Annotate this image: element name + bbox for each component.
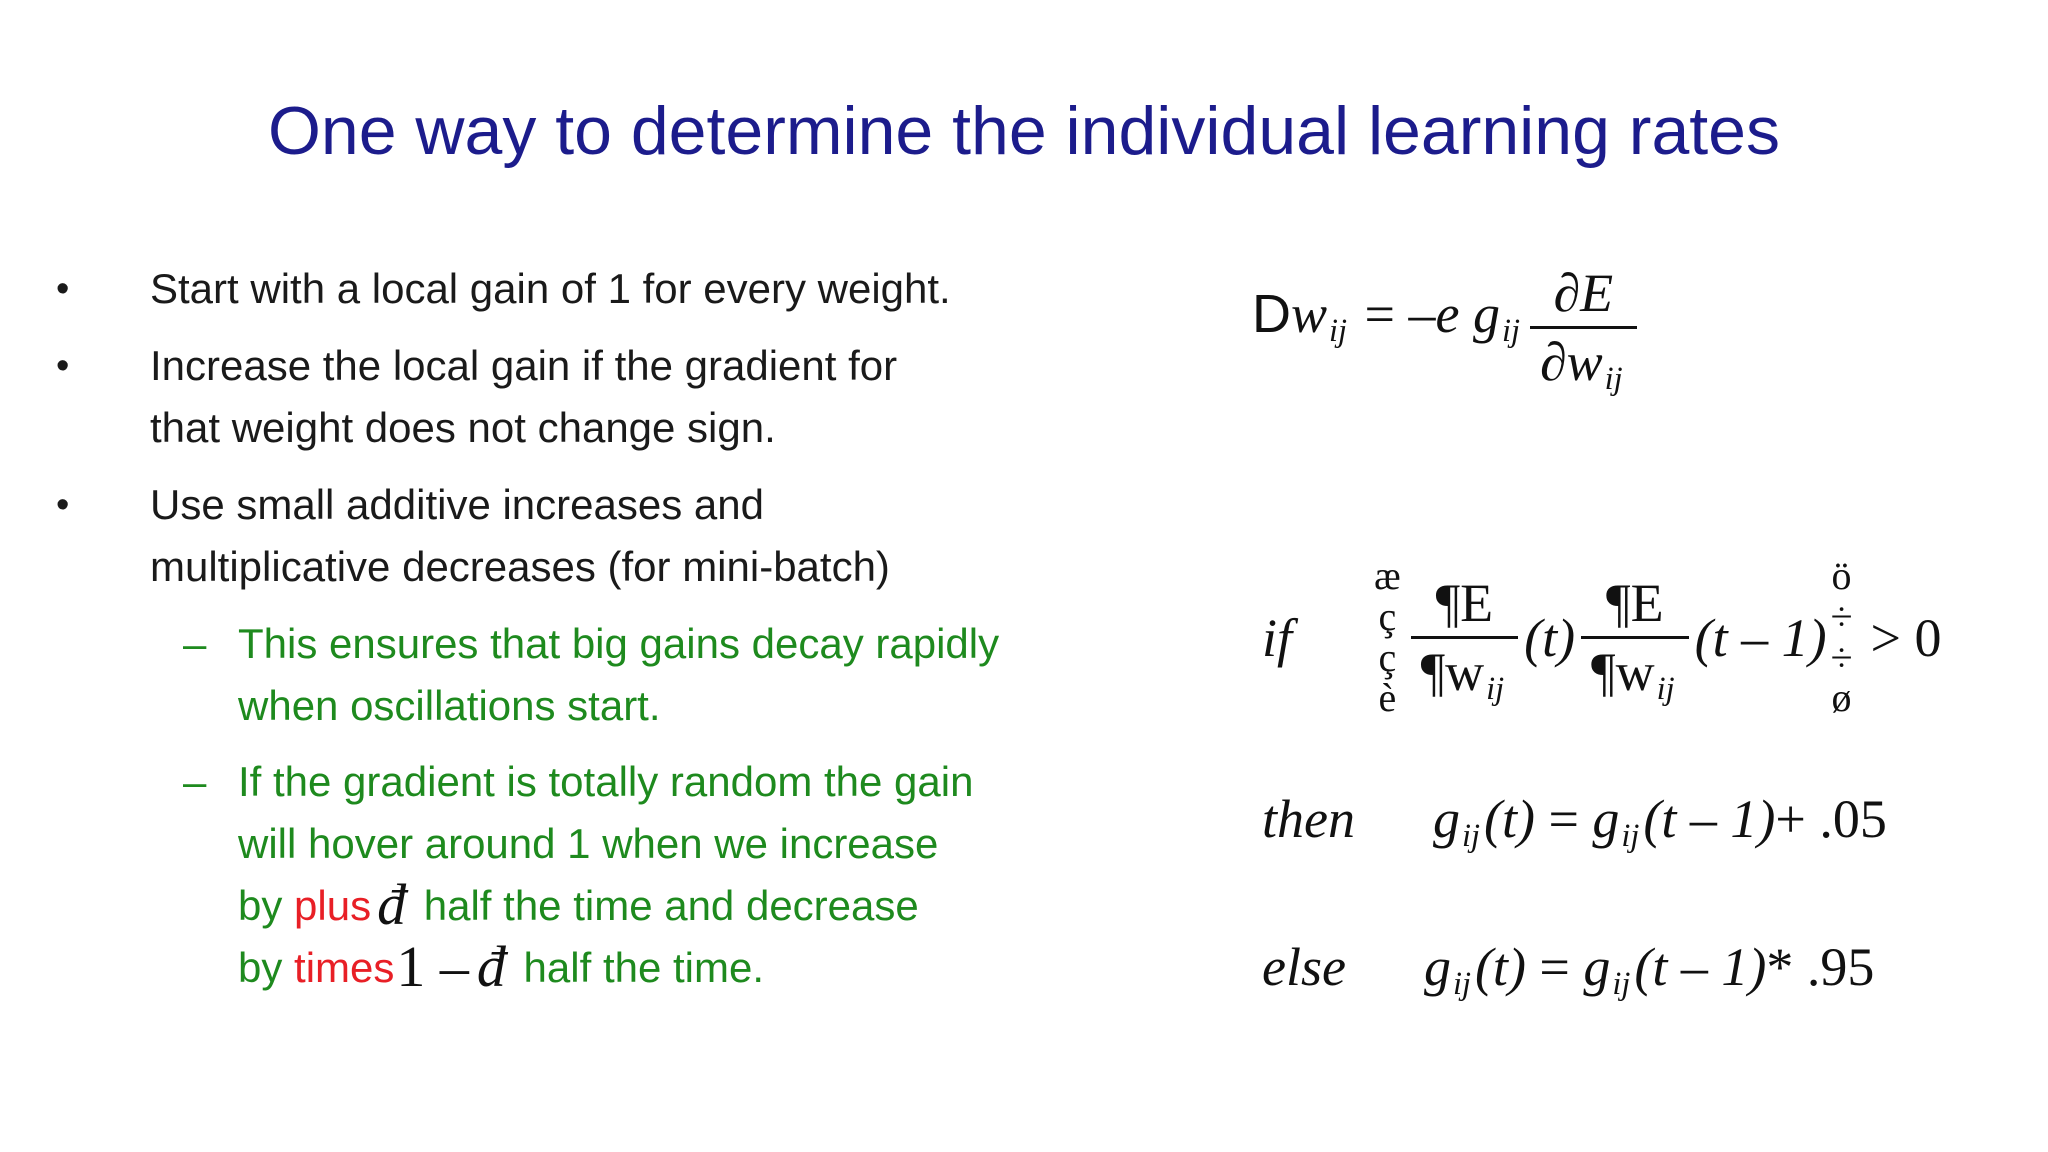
subscript-ij: ij (1612, 966, 1631, 1003)
bullet-text (150, 258, 951, 320)
epsilon-symbol: e (1435, 283, 1460, 344)
delta-symbol: đ (377, 872, 407, 937)
bullet-text (150, 335, 897, 459)
bullet-marker: • (56, 484, 70, 526)
green-line: This ensures that big gains decay rapidly (238, 620, 1000, 667)
then-expression (1432, 788, 1887, 855)
bracket-glyph: è (1378, 675, 1397, 721)
red-word-times: times (294, 944, 395, 991)
equals-sign: = (1539, 937, 1570, 997)
fraction-numerator: ¶E (1606, 573, 1664, 634)
subscript-ij: ij (1621, 818, 1640, 855)
if-keyword: if (1262, 607, 1293, 668)
gradient-fraction (1530, 262, 1637, 398)
sub-bullet-text (238, 613, 999, 737)
formula-if-condition (1262, 553, 1942, 721)
one-minus-text: 1 – (396, 934, 469, 999)
green-text: half the time. (511, 944, 765, 991)
gain-symbol: g (1432, 789, 1460, 849)
bullet-line: that weight does not change sign. (150, 404, 776, 451)
sub-bullet-text (238, 751, 973, 999)
denominator-symbol: ¶w (1420, 642, 1485, 703)
bullet-line: Start with a local gain of 1 for every weight. (150, 265, 951, 312)
formula-update-rule (1252, 262, 1643, 398)
fraction-denominator (1530, 329, 1637, 398)
green-line: If the gradient is totally random the gain (238, 758, 974, 805)
green-line: will hover around 1 when we increase (238, 820, 939, 867)
subscript-ij: ij (1452, 966, 1471, 1003)
bullet-marker: • (56, 345, 70, 387)
denominator-symbol: ∂w (1539, 332, 1603, 392)
bracket-glyph: ö (1831, 553, 1852, 598)
bracket-glyph: ç (1378, 593, 1397, 639)
sub-bullet-item-1 (56, 613, 1016, 737)
then-keyword: then (1262, 789, 1355, 849)
fraction-numerator: ¶E (1435, 573, 1494, 634)
delta-D-symbol: D (1252, 283, 1291, 344)
right-bracket-column (1830, 553, 1853, 721)
green-line: when oscillations start. (238, 682, 661, 729)
sub-bullet-item-2 (56, 751, 1016, 999)
gain-symbol: g (1592, 789, 1620, 849)
time-arg: (t) (1483, 789, 1535, 849)
denominator-symbol: ¶w (1591, 642, 1655, 703)
delta-symbol: đ (476, 934, 506, 999)
left-bracket-column (1374, 553, 1401, 721)
bracket-glyph: ç (1378, 634, 1397, 680)
red-word-plus: plus (294, 882, 372, 929)
operation-multiply: * .95 (1766, 937, 1875, 997)
subscript-ij: ij (1656, 671, 1675, 708)
subscript-ij: ij (1329, 312, 1348, 349)
formula-then-rule (1262, 788, 1887, 855)
equals-sign: = (1364, 283, 1395, 344)
time-arg: (t) (1474, 937, 1526, 997)
bullet-item-2 (56, 335, 1016, 459)
time-arg: (t – 1) (1634, 937, 1767, 997)
update-lhs (1252, 283, 1524, 349)
dash-marker: – (183, 758, 207, 805)
subscript-ij: ij (1461, 818, 1480, 855)
minus-sign: – (1408, 283, 1436, 344)
slide-title: One way to determine the individual learning rates (268, 93, 1780, 169)
green-text: by (238, 944, 295, 991)
bullet-line: Use small additive increases and (150, 481, 764, 528)
operation-add: + .05 (1775, 789, 1887, 849)
time-arg-t: (t) (1524, 607, 1576, 668)
green-line-mixed (238, 934, 973, 999)
else-keyword: else (1262, 937, 1346, 997)
fraction-numerator: ∂E (1553, 263, 1614, 323)
subscript-ij: ij (1604, 361, 1623, 398)
bracket-glyph: ÷ (1830, 593, 1853, 639)
time-arg: (t – 1) (1643, 789, 1776, 849)
bullet-line: Increase the local gain if the gradient for (150, 342, 898, 389)
fraction-denominator (1411, 639, 1518, 708)
else-expression (1423, 936, 1875, 1003)
bullet-item-1 (56, 258, 1016, 320)
gain-symbol: g (1423, 937, 1451, 997)
gain-symbol: g (1583, 937, 1611, 997)
gradient-fraction-t (1411, 572, 1518, 708)
green-text: by (238, 882, 295, 929)
bullet-marker: • (56, 268, 70, 310)
bullet-text (150, 474, 890, 598)
bracket-glyph: ÷ (1830, 634, 1853, 680)
formula-else-rule (1262, 936, 1875, 1003)
bracket-glyph: ø (1831, 675, 1852, 721)
gain-symbol: g (1472, 283, 1500, 344)
bullet-item-3 (56, 474, 1016, 598)
bullet-line: multiplicative decreases (for mini-batch) (150, 543, 890, 590)
bracket-glyph: æ (1374, 553, 1401, 598)
equals-sign: = (1548, 789, 1579, 849)
bullet-list (56, 258, 1016, 1013)
subscript-ij: ij (1486, 671, 1505, 708)
fraction-denominator (1581, 639, 1688, 708)
weight-symbol: w (1291, 283, 1328, 344)
subscript-ij: ij (1501, 312, 1520, 349)
gradient-fraction-t-minus-1 (1581, 572, 1688, 708)
comparison-gt-zero: > 0 (1870, 607, 1942, 668)
green-line-mixed (238, 872, 973, 937)
dash-marker: – (183, 620, 207, 667)
time-arg-t-minus-1: (t – 1) (1694, 607, 1827, 668)
green-text: half the time and decrease (412, 882, 919, 929)
